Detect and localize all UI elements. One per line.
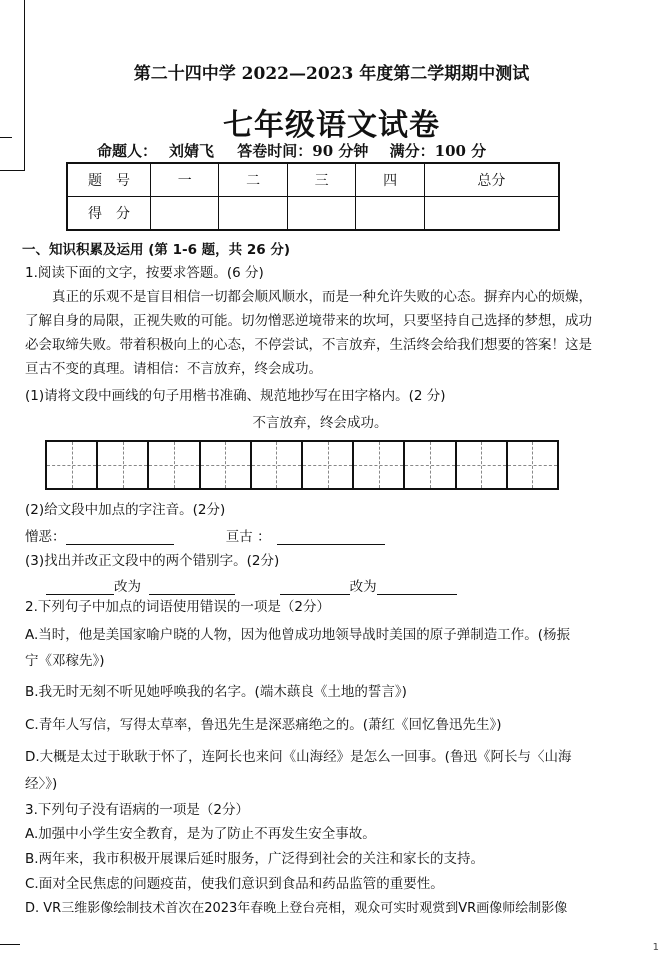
- binding-line: [0, 0, 25, 171]
- word-label-zengwu: 憎恶：: [25, 529, 66, 545]
- q2-option-c: C.青年人写信，写得太草率，鲁迅先生是深恶痛绝之的。(萧红《回忆鲁迅先生》): [25, 717, 502, 733]
- q3-prompt: 3.下列句子没有语病的一项是（2分）: [25, 802, 249, 818]
- answer-blank[interactable]: [149, 580, 235, 595]
- answer-blank[interactable]: [280, 580, 350, 595]
- tianzige-cell[interactable]: [303, 442, 354, 488]
- tianzige-cell[interactable]: [149, 442, 200, 488]
- q3-option-b: B.两年来，我市积极开展课后延时服务，广泛得到社会的关注和家长的支持。: [25, 851, 485, 867]
- exam-info: [97, 140, 486, 161]
- tianzige-cell[interactable]: [252, 442, 303, 488]
- time-label: 答卷时间：: [237, 142, 313, 160]
- score-row-label: 得 分: [67, 197, 151, 231]
- q2-option-a: A.当时，他是美国家喻户晓的人物，因为他曾成功地领导战时美国的原子弹制造工作。(杨振: [25, 627, 571, 643]
- score-table: [66, 162, 560, 231]
- q1-passage-line: 必会取缔失败。带着积极向上的心态，不停尝试，不言放弃，生活终会给我们想要的答案！这是: [25, 337, 592, 353]
- school-title: 第二十四中学 2022—2023 年度第二学期期中测试: [133, 64, 530, 84]
- change-to-label: 改为: [114, 579, 141, 595]
- q3-option-a: A.加强中小学生安全教育，是为了防止不再发生安全事故。: [25, 826, 376, 842]
- score-table-cell: 三: [287, 163, 355, 197]
- q2-option-d: D.大概是太过于耿耿于怀了，连阿长也来问《山海经》是怎么一回事。(鲁迅《阿长与〈山海: [25, 749, 572, 765]
- score-table-cell: 题 号: [67, 163, 151, 197]
- score-table-score-row: [67, 197, 559, 231]
- q1-passage-line: 真正的乐观不是盲目相信一切都会顺风顺水，而是一种允许失败的心态。摒弃内心的烦燥，: [52, 289, 592, 305]
- answer-blank[interactable]: [277, 530, 385, 545]
- q1-sub3: (3)找出并改正文段中的两个错别字。(2分): [25, 553, 280, 569]
- author-label: 命题人：: [97, 142, 158, 160]
- word-label-gengu: 亘古 ：: [225, 529, 271, 545]
- tianzige-grid[interactable]: [45, 440, 559, 490]
- page-number: 1: [652, 942, 659, 953]
- tianzige-cell[interactable]: [201, 442, 252, 488]
- q1-sub2-answers: [25, 525, 385, 545]
- section-title: 一、知识积累及运用 (第 1-6 题，共 26 分): [22, 242, 291, 258]
- q1-sub1-sentence: 不言放弃，终会成功。: [252, 415, 388, 431]
- score-input-cell[interactable]: [424, 197, 559, 231]
- q2-option-d-cont: 经〉》): [25, 776, 58, 792]
- score-input-cell[interactable]: [287, 197, 355, 231]
- q1-passage-line: 亘古不变的真理。请相信：不言放弃，终会成功。: [25, 361, 322, 377]
- answer-blank[interactable]: [377, 580, 457, 595]
- q1-passage-line: 了解自身的局限，正视失败的可能。切勿憎恶逆境带来的坎坷，只要坚持自己选择的梦想，成功: [25, 313, 592, 329]
- score-table-cell: 一: [151, 163, 219, 197]
- tianzige-cell[interactable]: [508, 442, 557, 488]
- binding-tick-bottom: [0, 944, 20, 945]
- exam-time: 90 分钟: [312, 142, 369, 160]
- score-table-cell: 二: [219, 163, 287, 197]
- q3-option-d: D. VR三维影像绘制技术首次在2023年春晚上登台亮相，观众可实时观赏到VR画像师绘制影像: [25, 901, 568, 916]
- tianzige-cell[interactable]: [457, 442, 508, 488]
- q3-option-c: C.面对全民焦虑的问题疫苗，使我们意识到食品和药品监管的重要性。: [25, 876, 444, 892]
- q1-sub3-answers: [46, 575, 457, 595]
- q2-option-a-cont: 宁《邓稼先》): [25, 653, 105, 669]
- author-name: 刘婧飞: [169, 142, 215, 160]
- q1-prompt: 1.阅读下面的文字，按要求答题。(6 分): [25, 265, 264, 281]
- score-table-header-row: [67, 163, 559, 197]
- q1-sub2: (2)给文段中加点的字注音。(2分): [25, 502, 226, 518]
- tianzige-cell[interactable]: [405, 442, 456, 488]
- answer-blank[interactable]: [66, 530, 174, 545]
- q2-prompt: 2.下列句子中加点的词语使用错误的一项是（2分）: [25, 599, 330, 615]
- answer-blank[interactable]: [46, 580, 114, 595]
- score-input-cell[interactable]: [219, 197, 287, 231]
- full-score: 100 分: [434, 142, 487, 160]
- change-to-label: 改为: [349, 579, 377, 595]
- tianzige-cell[interactable]: [47, 442, 98, 488]
- main-title: 七年级语文试卷: [223, 108, 440, 143]
- score-label: 满分：: [389, 142, 435, 160]
- q2-option-b: B.我无时无刻不听见她呼唤我的名字。(端木蕻良《土地的誓言》): [25, 684, 407, 700]
- score-input-cell[interactable]: [151, 197, 219, 231]
- tianzige-cell[interactable]: [98, 442, 149, 488]
- score-input-cell[interactable]: [356, 197, 424, 231]
- score-table-cell: 总分: [424, 163, 559, 197]
- tianzige-cell[interactable]: [354, 442, 405, 488]
- q1-sub1: (1)请将文段中画线的句子用楷书准确、规范地抄写在田字格内。(2 分): [25, 388, 446, 404]
- score-table-cell: 四: [356, 163, 424, 197]
